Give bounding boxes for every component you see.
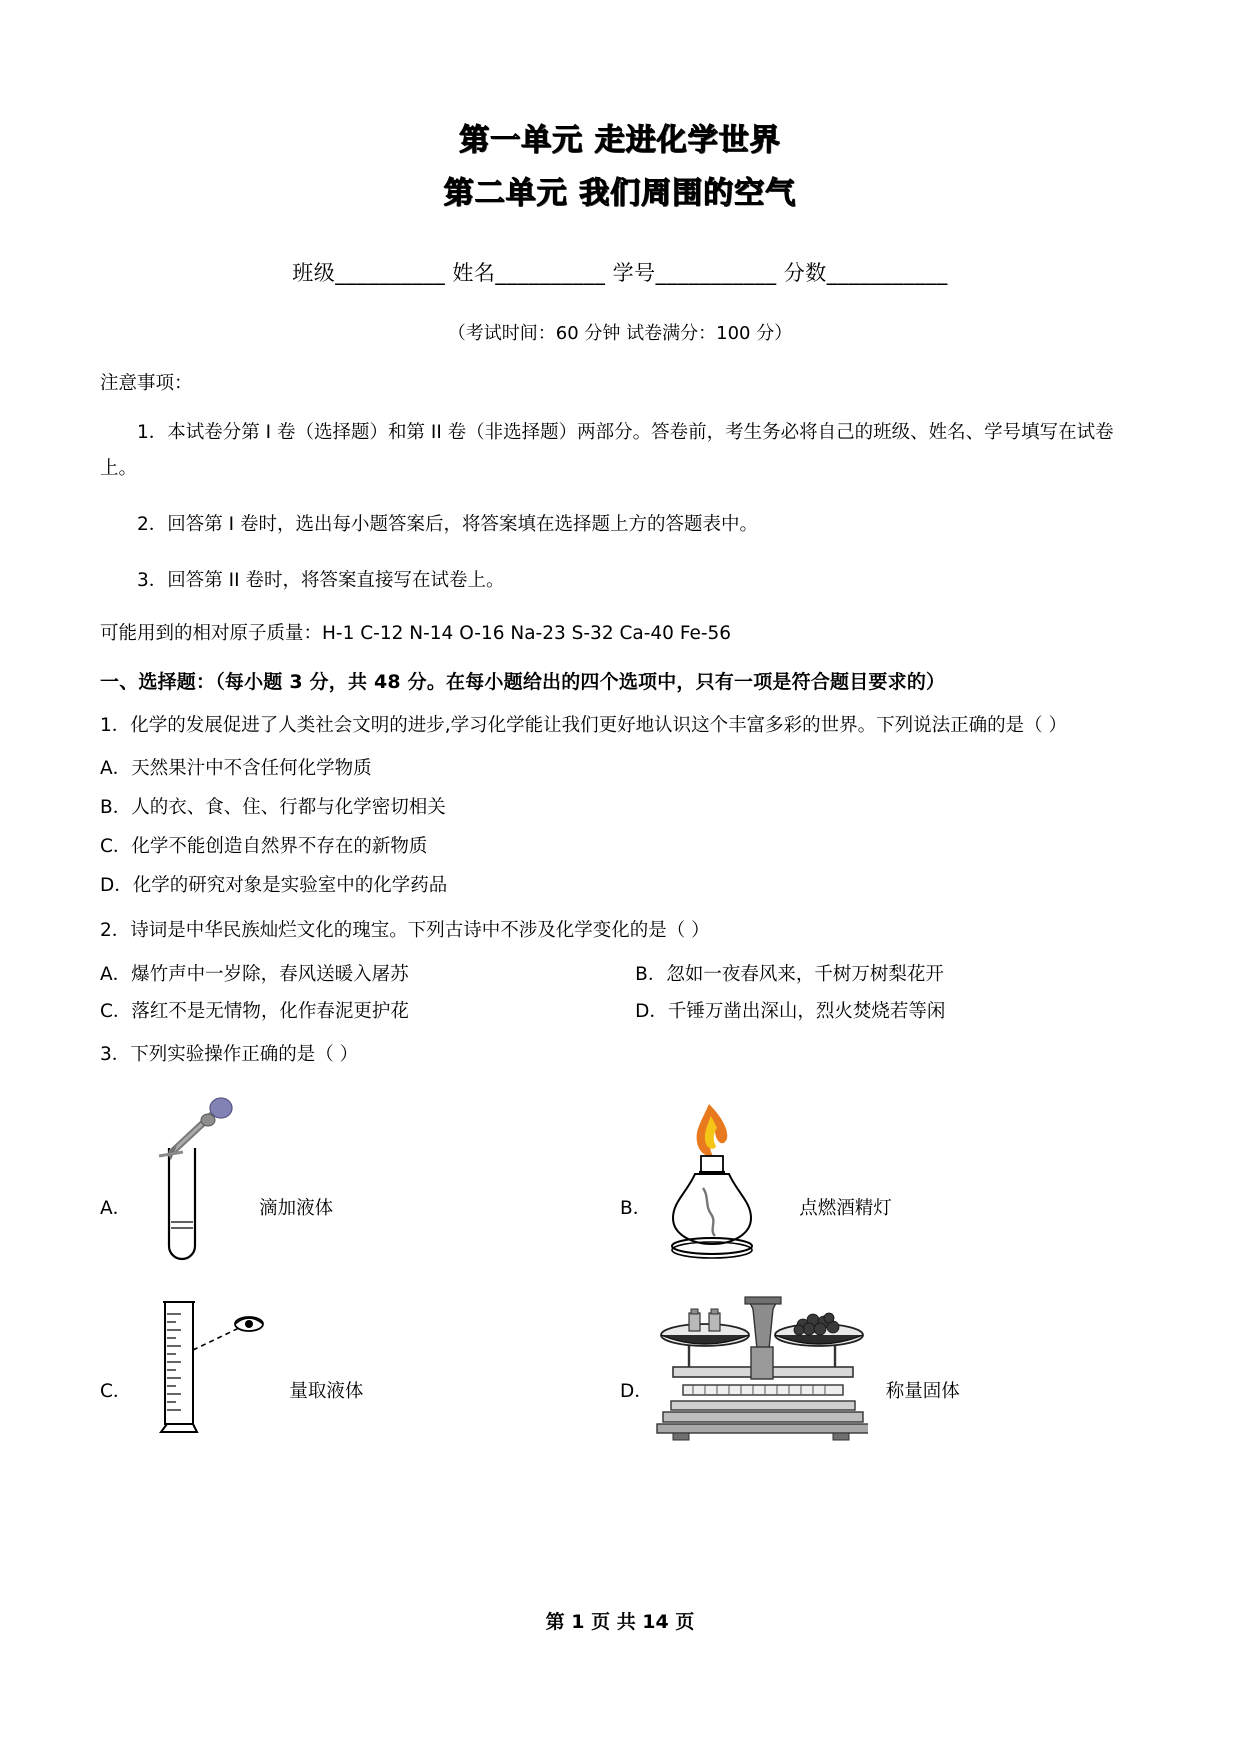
page-title-line2: 第二单元 我们周围的空气 [443,175,797,211]
question-1-option-b[interactable]: B．人的衣、食、住、行都与化学密切相关 [100,797,446,819]
question-2-option-a[interactable]: A．爆竹声中一岁除，春风送暖入屠苏 [100,964,409,986]
student-info-line[interactable]: 班级__________ 姓名__________ 学号___________ 分数___________ [292,261,948,285]
notice-item-3: 3．回答第 II 卷时，将答案直接写在试卷上。 [137,570,505,592]
page-title-line1: 第一单元 走进化学世界 [459,123,781,158]
question-1-option-d[interactable]: D．化学的研究对象是实验室中的化学药品 [100,874,448,896]
question-3-option-a-caption: 滴加液体 [259,1198,334,1220]
page-footer: 第 1 页 共 14 页 [545,1611,695,1633]
question-2-option-c[interactable]: C．落红不是无情物，化作春泥更护花 [100,1001,409,1023]
section-heading-choice: 一、选择题：（每小题 3 分，共 48 分。在每小题给出的四个选项中，只有一项是符合题目要求的） [100,671,946,694]
question-3-stem: 3．下列实验操作正确的是（ ） [100,1044,359,1066]
question-3-option-d[interactable] [620,1274,1140,1449]
question-3-option-c-letter: C． [100,1381,132,1403]
question-2-stem: 2．诗词是中华民族灿烂文化的瑰宝。下列古诗中不涉及化学变化的是（ ） [100,920,710,942]
balance-scale-icon [653,1274,868,1449]
notice-item-1: 1．本试卷分第 I 卷（选择题）和第 II 卷（非选择题）两部分。答卷前，考生务必将自己的班级、姓名、学号填写在试卷上。 [100,422,1114,480]
question-3-option-c-caption: 量取液体 [289,1381,364,1403]
atomic-masses-line: 可能用到的相对原子质量：H-1 C-12 N-14 O-16 Na-23 S-32 Ca-40 Fe-56 [100,623,732,645]
question-3-option-a[interactable] [100,1091,620,1266]
question-1-option-a[interactable]: A．天然果汁中不含任何化学物质 [100,758,372,780]
alcohol-lamp-icon [651,1091,781,1266]
question-2-options-row-1 [100,960,1140,986]
graduated-cylinder-icon [131,1274,271,1449]
question-3-option-c[interactable] [100,1274,620,1449]
question-3-figure-row-2 [100,1274,1140,1449]
question-3-option-b[interactable] [620,1091,1140,1266]
question-2-options-row-2 [100,997,1140,1023]
exam-meta: （考试时间：60 分钟 试卷满分：100 分） [447,323,793,344]
question-3-option-b-letter: B． [620,1198,652,1220]
question-1-stem: 1．化学的发展促进了人类社会文明的进步,学习化学能让我们更好地认识这个丰富多彩的世界。下列说法正确的是（ ） [100,715,1068,737]
question-3-figure-grid [100,1091,1140,1449]
question-3-option-b-caption: 点燃酒精灯 [799,1198,892,1220]
question-2-option-b[interactable]: B．忽如一夜春风来，千树万树梨花开 [635,964,944,986]
notice-item-2: 2．回答第 I 卷时，选出每小题答案后，将答案填在选择题上方的答题表中。 [137,514,758,536]
question-3-figure-row-1 [100,1091,1140,1266]
question-3-option-d-caption: 称量固体 [885,1381,960,1403]
question-1-option-c[interactable]: C．化学不能创造自然界不存在的新物质 [100,835,428,857]
notice-heading: 注意事项： [100,373,193,394]
question-3-option-d-letter: D． [620,1381,653,1403]
question-2-option-d[interactable]: D．千锤万凿出深山，烈火焚烧若等闲 [635,1001,946,1023]
dropper-test-tube-icon [131,1091,241,1266]
question-3-option-a-letter: A． [100,1198,132,1220]
